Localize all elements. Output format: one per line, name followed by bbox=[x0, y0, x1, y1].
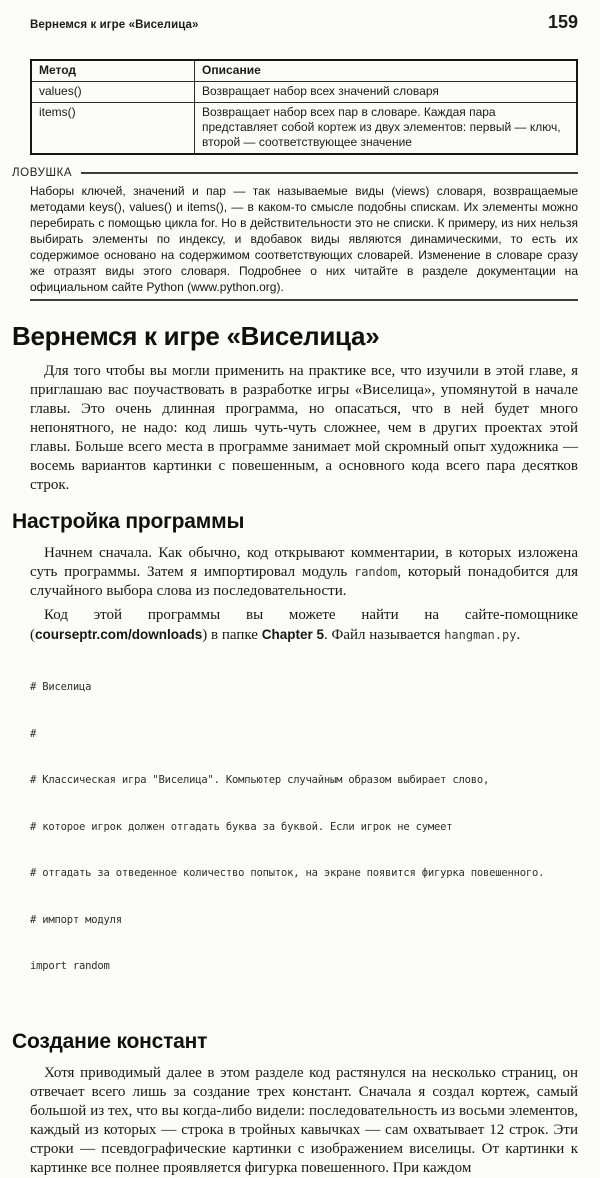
paragraph-download-info bbox=[30, 606, 578, 645]
inline-code-random: random bbox=[353, 565, 398, 579]
table-row bbox=[31, 82, 577, 103]
book-page bbox=[0, 12, 600, 1176]
paragraph-text: , который понадобится для случайного выбора слова из последовательности. bbox=[30, 564, 578, 599]
code-line: # Виселица bbox=[30, 681, 92, 693]
table-row bbox=[31, 103, 577, 155]
trap-rule-line bbox=[81, 172, 578, 174]
paragraph-text: . Файл называется bbox=[323, 627, 445, 643]
paragraph-setup-comments bbox=[30, 544, 578, 601]
table-header-row bbox=[31, 60, 577, 82]
trap-callout-header bbox=[12, 167, 578, 179]
code-line: # отгадать за отведенное количество попыток, на экране появится фигурка повешенного. bbox=[30, 867, 545, 879]
dictionary-methods-table bbox=[30, 59, 578, 155]
running-head bbox=[30, 12, 578, 33]
paragraph-constants-intro: Хотя приводимый далее в этом разделе код растянулся на несколько страниц, он отвечает всего лишь за создание трех констант. Сначала я создал кортеж, самый большой из тех, что вы когда-либо видели: последовательность из восьми элементов, каждый из которых — строка в тройных кавычках — сам охватывает 12 строк. Эти строки — псевдографические картинки с изображением виселицы. От картинки к картинке все полнее проявляется фигурка повешенного. При каждом bbox=[30, 1064, 578, 1176]
code-line: import random bbox=[30, 960, 110, 972]
paragraph-return-intro: Для того чтобы вы могли применить на практике все, что изучили в этой главе, я приглашаю вас поучаствовать в разработке игры «Виселица», упомянутой в начале главы. Это очень длинная программа, но опасаться, что в ней будет много непонятного, не надо: код лишь чуть-чуть сложнее, чем в других проектах этой главы. Больше всего места в программе занимает мой скромный опыт художника — восемь вариантов картинки с повешенным, а основного кода всего пара десятков строк. bbox=[30, 363, 578, 493]
inline-code-filename: hangman.py bbox=[444, 628, 517, 642]
inline-folder-name: Chapter 5 bbox=[261, 627, 324, 642]
trap-text: Наборы ключей, значений и пар — так называемые виды (views) словаря, возвращаемые методами keys(), values() и items(), — в каком-то смысле подобны спискам. Их элементы можно перебирать с помощью цикла for. Но в действительности это не списки. К примеру, из них нельзя выбирать элементы по индексу, и вдобавок виды являются динамическими, то есть их содержимое основано на содержимом соответствующих словарей. Изменение в словаре сразу же отразят виды этого словаря. Подробнее о них читайте в разделе документации на официальном сайте Python (www.python.org). bbox=[30, 184, 578, 294]
code-line: # bbox=[30, 727, 37, 740]
trap-label: ЛОВУШКА bbox=[12, 167, 73, 179]
trap-bottom-rule-line bbox=[30, 299, 578, 301]
paragraph-text: . bbox=[516, 627, 521, 643]
column-header-description: Описание bbox=[195, 60, 578, 82]
paragraph-text: Начнем сначала. Как обычно, код открывают комментарии, в которых изложена суть программы. Затем я импортировал модуль bbox=[30, 545, 578, 580]
method-description-cell: Возвращает набор всех пар в словаре. Каждая пара представляет собой кортеж из двух элементов: первый — ключ, второй — соответствующее значение bbox=[195, 103, 578, 155]
code-line: # Классическая игра "Виселица". Компьютер случайным образом выбирает слово, bbox=[30, 774, 490, 786]
method-name-cell: items() bbox=[31, 103, 195, 155]
code-line: # которое игрок должен отгадать буква за буквой. Если игрок не сумеет bbox=[30, 820, 453, 833]
code-line: # импорт модуля bbox=[30, 913, 122, 926]
paragraph-text: ) в папке bbox=[202, 627, 262, 643]
paragraph-text: Код этой программы вы можете найти на сайте-помощнике ( bbox=[30, 607, 578, 643]
section-title-creating-constants: Создание констант bbox=[12, 1029, 208, 1053]
code-listing-hangman-header bbox=[30, 649, 600, 1006]
section-title-return-to-hangman: Вернемся к игре «Виселица» bbox=[12, 321, 380, 351]
column-header-method: Метод bbox=[31, 60, 195, 82]
method-description-cell: Возвращает набор всех значений словаря bbox=[195, 82, 578, 103]
running-title: Вернемся к игре «Виселица» bbox=[30, 19, 199, 31]
inline-site-url: courseptr.com/downloads bbox=[35, 627, 203, 642]
method-name-cell: values() bbox=[31, 82, 195, 103]
trap-callout bbox=[12, 167, 578, 301]
section-title-program-setup: Настройка программы bbox=[12, 510, 245, 533]
page-number: 159 bbox=[547, 12, 578, 32]
